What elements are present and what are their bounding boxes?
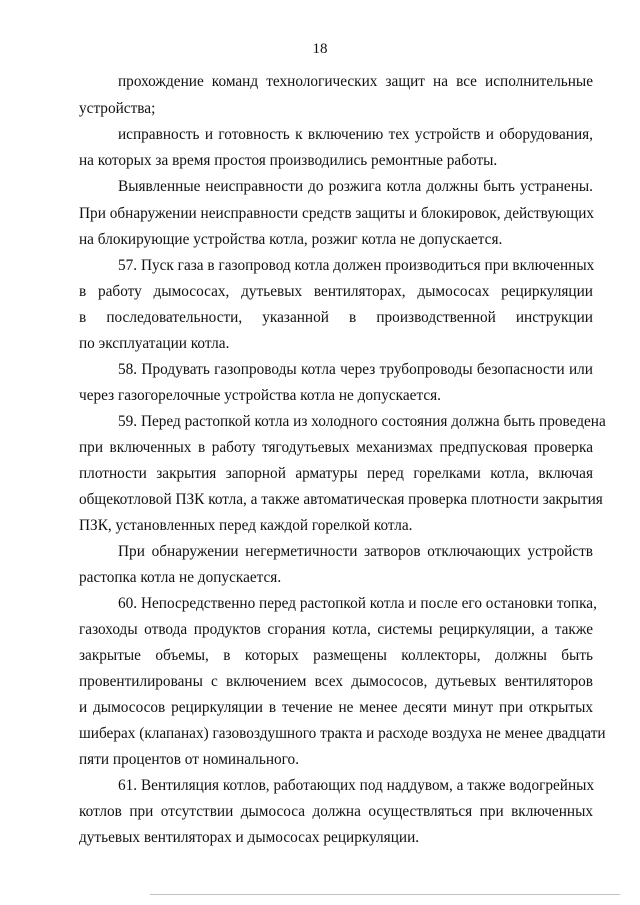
text-line: дутьевых вентиляторах и дымососах рециркуляции. (79, 829, 420, 846)
text-line: прохождение команд технологических защит на все исполнительные (118, 73, 593, 90)
text-line: 61. Вентиляция котлов, работающих под наддувом, а также водогрейных (118, 777, 595, 794)
text-line: При обнаружении негерметичности затворов отключающих устройств (118, 543, 593, 560)
text-line: по эксплуатации котла. (79, 335, 230, 352)
text-line: ПЗК, установленных перед каждой горелкой котла. (79, 517, 413, 534)
text-line: закрытые объемы, в которых размещены коллекторы, должны быть (79, 647, 593, 664)
text-line: 59. Перед растопкой котла из холодного состояния должна быть проведена (118, 413, 606, 430)
text-line: устройства; (79, 100, 156, 117)
text-line: исправность и готовность к включению тех устройств и оборудования, (118, 126, 593, 143)
text-line: 58. Продувать газопроводы котла через трубопроводы безопасности или (118, 361, 593, 378)
text-line: при включенных в работу тягодутьевых механизмах предпусковая проверка (79, 439, 593, 456)
text-line: на которых за время простоя производились ремонтные работы. (79, 152, 498, 169)
text-line: При обнаружении неисправности средств защиты и блокировок, действующих (79, 205, 595, 222)
text-line: шиберах (клапанах) газовоздушного тракта и расходе воздуха не менее двадцати (79, 725, 606, 742)
text-line: плотности закрытия запорной арматуры перед горелками котла, включая (79, 465, 593, 482)
text-line: Выявленные неисправности до розжига котла должны быть устранены. (118, 178, 593, 195)
text-line: общекотловой ПЗК котла, а также автоматическая проверка плотности закрытия (79, 491, 603, 508)
text-line: на блокирующие устройства котла, розжиг котла не допускается. (79, 231, 503, 248)
text-line: и дымососов рециркуляции в течение не менее десяти минут при открытых (79, 699, 593, 716)
text-line: растопка котла не допускается. (79, 569, 282, 586)
scan-edge-divider (150, 894, 620, 895)
text-line: 57. Пуск газа в газопровод котла должен производиться при включенных (118, 257, 595, 274)
text-line: в последовательности, указанной в производственной инструкции (79, 309, 593, 326)
text-line: котлов при отсутствии дымососа должна осуществляться при включенных (79, 803, 593, 820)
text-line: через газогорелочные устройства котла не допускается. (79, 387, 441, 404)
text-line: пяти процентов от номинального. (79, 751, 300, 768)
text-line: провентилированы с включением всех дымососов, дутьевых вентиляторов (79, 673, 593, 690)
text-line: в работу дымососах, дутьевых вентиляторах, дымососах рециркуляции (79, 283, 593, 300)
text-line: газоходы отвода продуктов сгорания котла, системы рециркуляции, а также (79, 621, 593, 638)
text-line: 60. Непосредственно перед растопкой котла и после его остановки топка, (118, 595, 597, 612)
page-number: 18 (312, 41, 328, 57)
